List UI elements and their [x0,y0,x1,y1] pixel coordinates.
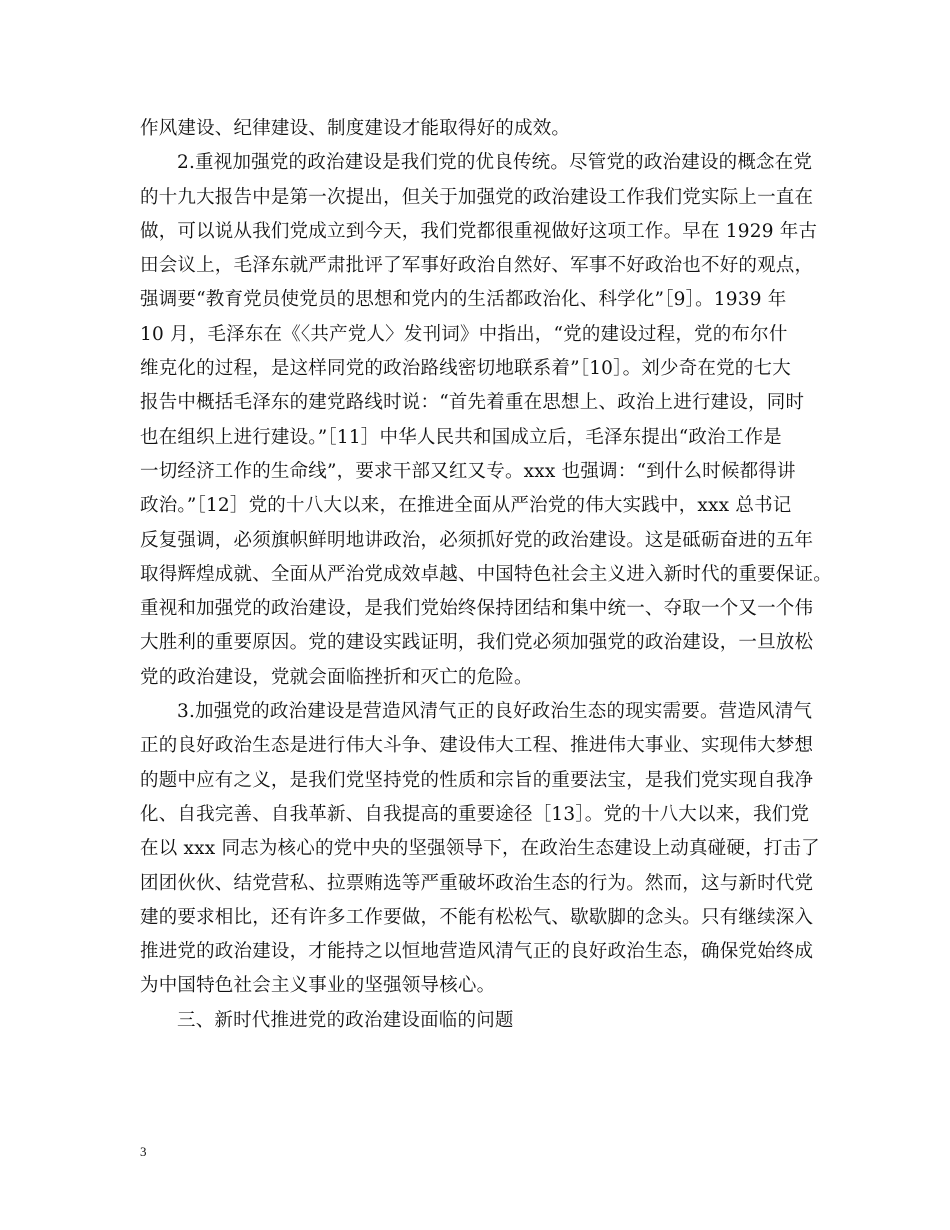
text-line: 也在组织上进行建设。”［11］中华人民共和国成立后，毛泽东提出“政治工作是 [140,426,782,448]
text-line: 建的要求相比，还有许多工作要做，不能有松松气、歇歇脚的念头。只有继续深入 [140,906,814,928]
paragraph-heading-2: 2.重视加强党的政治建设是我们党的优良传统。尽管党的政治建设的概念在党 [177,152,813,174]
text-line: 田会议上，毛泽东就严肃批评了军事好政治自然好、军事不好政治也不好的观点， [140,255,814,277]
document-body [140,112,832,1038]
text-line: 政治。”［12］党的十八大以来，在推进全面从严治党的伟大实践中，xxx 总书记 [140,495,792,517]
text-line: 反复强调，必须旗帜鲜明地讲政治，必须抓好党的政治建设。这是砥砺奋进的五年 [140,529,814,551]
text-line: 维克化的过程，是这样同党的政治路线密切地联系着”［10］。刘少奇在党的七大 [140,358,791,380]
text-line: 的题中应有之义，是我们党坚持党的性质和宗旨的重要法宝，是我们党实现自我净 [140,769,814,791]
text-line: 党的政治建设，党就会面临挫折和灭亡的危险。 [140,666,533,688]
text-line: 在以 xxx 同志为核心的党中央的坚强领导下，在政治生态建设上动真碰硬，打击了 [140,838,820,860]
text-line: 强调要“教育党员使党员的思想和党内的生活都政治化、科学化”［9］。1939 年 [140,289,787,311]
text-line: 推进党的政治建设，才能持之以恒地营造风清气正的良好政治生态，确保党始终成 [140,941,814,963]
text-line: 做，可以说从我们党成立到今天，我们党都很重视做好这项工作。早在 1929 年古 [140,220,818,242]
text-line: 10 月，毛泽东在《〈共产党人〉发刊词》中指出，“党的建设过程，党的布尔什 [140,323,788,345]
text-line: 为中国特色社会主义事业的坚强领导核心。 [140,975,496,997]
text-line: 一切经济工作的生命线”，要求干部又红又专。xxx 也强调：“到什么时候都得讲 [140,460,796,482]
text-line: 作风建设、纪律建设、制度建设才能取得好的成效。 [140,118,571,139]
section-heading: 三、新时代推进党的政治建设面临的问题 [177,1009,514,1031]
text-line: 正的良好政治生态是进行伟大斗争、建设伟大工程、推进伟大事业、实现伟大梦想 [140,735,814,757]
text-line: 重视和加强党的政治建设，是我们党始终保持团结和集中统一、夺取一个又一个伟 [140,598,814,620]
text-line: 大胜利的重要原因。党的建设实践证明，我们党必须加强党的政治建设，一旦放松 [140,632,814,654]
text-line: 报告中概括毛泽东的建党路线时说：“首先着重在思想上、政治上进行建设，同时 [140,392,805,414]
text-line: 取得辉煌成就、全面从严治党成效卓越、中国特色社会主义进入新时代的重要保证。 [140,563,832,585]
text-line: 化、自我完善、自我革新、自我提高的重要途径［13］。党的十八大以来，我们党 [140,803,810,825]
text-line: 的十九大报告中是第一次提出，但关于加强党的政治建设工作我们党实际上一直在 [140,186,814,208]
page-number: 3 [140,1144,147,1159]
text-line: 团团伙伙、结党营私、拉票贿选等严重破坏政治生态的行为。然而，这与新时代党 [140,872,814,894]
paragraph-heading-3: 3.加强党的政治建设是营造风清气正的良好政治生态的现实需要。营造风清气 [177,701,813,723]
